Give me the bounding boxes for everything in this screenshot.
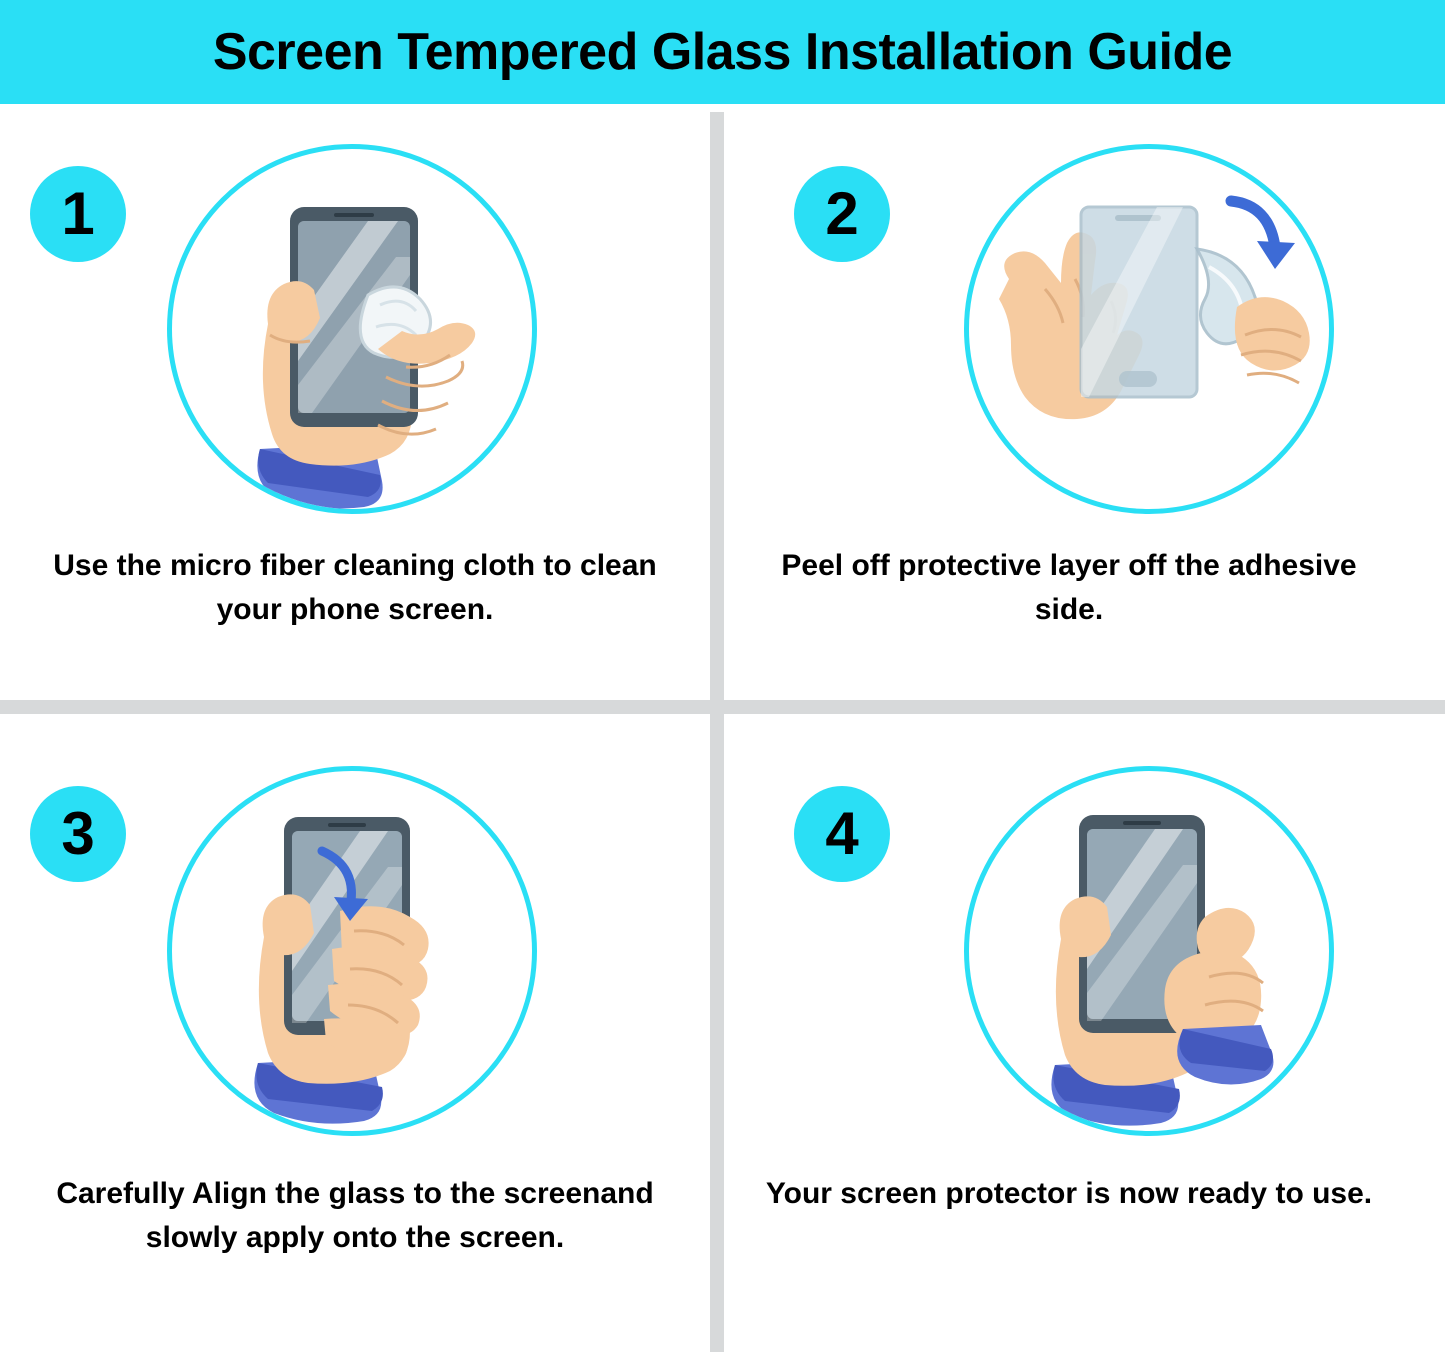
header-banner bbox=[0, 0, 1445, 104]
step-card-4 bbox=[724, 714, 1434, 1310]
hand-cleaning-phone-icon bbox=[172, 149, 532, 509]
step-illustration-3 bbox=[167, 766, 537, 1136]
step-illustration-2 bbox=[964, 144, 1334, 514]
step-number-badge: 3 bbox=[30, 786, 126, 882]
step-illustration-1 bbox=[167, 144, 537, 514]
step-caption: Your screen protector is now ready to use. bbox=[765, 1177, 1373, 1210]
step-caption: Peel off protective layer off the adhesive side. bbox=[781, 549, 1357, 626]
page-title: Screen Tempered Glass Installation Guide bbox=[212, 23, 1233, 81]
step-card-1 bbox=[0, 104, 710, 700]
step-caption: Use the micro fiber cleaning cloth to clean your phone screen. bbox=[53, 549, 657, 626]
step-number-badge: 1 bbox=[30, 166, 126, 262]
step-card-2 bbox=[724, 104, 1434, 700]
step-card-3 bbox=[0, 714, 710, 1310]
step-number-badge: 4 bbox=[794, 786, 890, 882]
steps-grid bbox=[0, 104, 1445, 1357]
vertical-divider bbox=[710, 112, 724, 1352]
step-number-badge: 2 bbox=[794, 166, 890, 262]
align-glass-onto-screen-icon bbox=[172, 771, 532, 1131]
step-caption: Carefully Align the glass to the screenand slowly apply onto the screen. bbox=[56, 1177, 654, 1254]
phone-ready-thumbs-up-icon bbox=[969, 771, 1329, 1131]
horizontal-divider bbox=[0, 700, 1445, 714]
step-illustration-4 bbox=[964, 766, 1334, 1136]
peel-protective-film-icon bbox=[969, 149, 1329, 509]
